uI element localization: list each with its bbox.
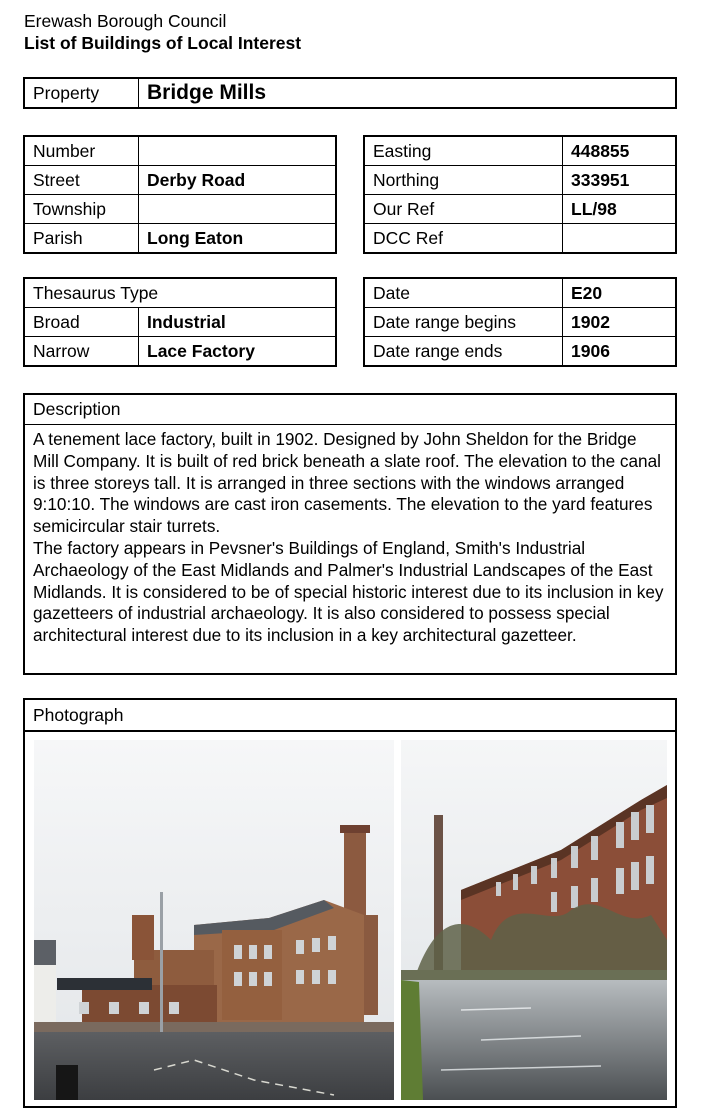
description-heading: Description bbox=[25, 395, 675, 425]
northing-label: Northing bbox=[364, 166, 563, 195]
table-row bbox=[364, 195, 676, 224]
photograph-box bbox=[23, 698, 677, 1108]
dcc-ref-value bbox=[563, 224, 677, 254]
number-value bbox=[139, 136, 337, 166]
narrow-value: Lace Factory bbox=[139, 337, 337, 367]
township-label: Township bbox=[24, 195, 139, 224]
narrow-label: Narrow bbox=[24, 337, 139, 367]
thesaurus-heading: Thesaurus Type bbox=[24, 278, 336, 308]
date-ends-label: Date range ends bbox=[364, 337, 563, 367]
table-row bbox=[364, 224, 676, 254]
list-title: List of Buildings of Local Interest bbox=[24, 33, 302, 53]
grid-ref-table bbox=[363, 135, 677, 254]
date-label: Date bbox=[364, 278, 563, 308]
our-ref-label: Our Ref bbox=[364, 195, 563, 224]
council-name: Erewash Borough Council bbox=[24, 11, 227, 31]
easting-value: 448855 bbox=[563, 136, 677, 166]
township-value bbox=[139, 195, 337, 224]
dcc-ref-label: DCC Ref bbox=[364, 224, 563, 254]
table-row bbox=[364, 136, 676, 166]
description-text: A tenement lace factory, built in 1902. Designed by John Sheldon for the Bridge Mill Company. It is built of red brick beneath a slate roof. The elevation to the canal is three storeys tall. It is arranged in three sections with the windows arranged 9:10:10. The windows are cast iron casements. The elevation to the yard features semicircular stair turrets. The factory appears in Pevsner's Buildings of England, Smith's Industrial Archaeology of the East Midlands and Palmer's Industrial Landscapes of the East Midlands. It is considered to be of special historic interest due to its inclusion in key gazetteers of industrial archaeology. It is also considered to possess special architectural interest due to its inclusion in a key architectural gazetteer. bbox=[33, 429, 664, 646]
date-begins-value: 1902 bbox=[563, 308, 677, 337]
broad-label: Broad bbox=[24, 308, 139, 337]
street-value: Derby Road bbox=[139, 166, 337, 195]
location-table bbox=[23, 135, 337, 254]
table-row bbox=[364, 337, 676, 367]
table-row bbox=[364, 166, 676, 195]
easting-label: Easting bbox=[364, 136, 563, 166]
photograph-heading: Photograph bbox=[25, 700, 675, 732]
our-ref-value: LL/98 bbox=[563, 195, 677, 224]
dates-table bbox=[363, 277, 677, 367]
table-row bbox=[24, 195, 336, 224]
property-table bbox=[23, 77, 677, 109]
description-box bbox=[23, 393, 677, 675]
date-value: E20 bbox=[563, 278, 677, 308]
parish-label: Parish bbox=[24, 224, 139, 254]
table-row bbox=[364, 308, 676, 337]
parish-value: Long Eaton bbox=[139, 224, 337, 254]
thesaurus-table bbox=[23, 277, 337, 367]
canal-elevation-photo bbox=[401, 740, 667, 1100]
northing-value: 333951 bbox=[563, 166, 677, 195]
date-begins-label: Date range begins bbox=[364, 308, 563, 337]
table-row bbox=[24, 136, 336, 166]
table-row bbox=[24, 224, 336, 254]
broad-value: Industrial bbox=[139, 308, 337, 337]
date-ends-value: 1906 bbox=[563, 337, 677, 367]
table-row bbox=[24, 308, 336, 337]
factory-street-photo bbox=[34, 740, 394, 1100]
table-row bbox=[364, 278, 676, 308]
document-header bbox=[24, 10, 301, 54]
property-value: Bridge Mills bbox=[139, 78, 677, 108]
property-label: Property bbox=[24, 78, 139, 108]
table-row bbox=[24, 166, 336, 195]
street-label: Street bbox=[24, 166, 139, 195]
table-row bbox=[24, 278, 336, 308]
table-row bbox=[24, 337, 336, 367]
number-label: Number bbox=[24, 136, 139, 166]
